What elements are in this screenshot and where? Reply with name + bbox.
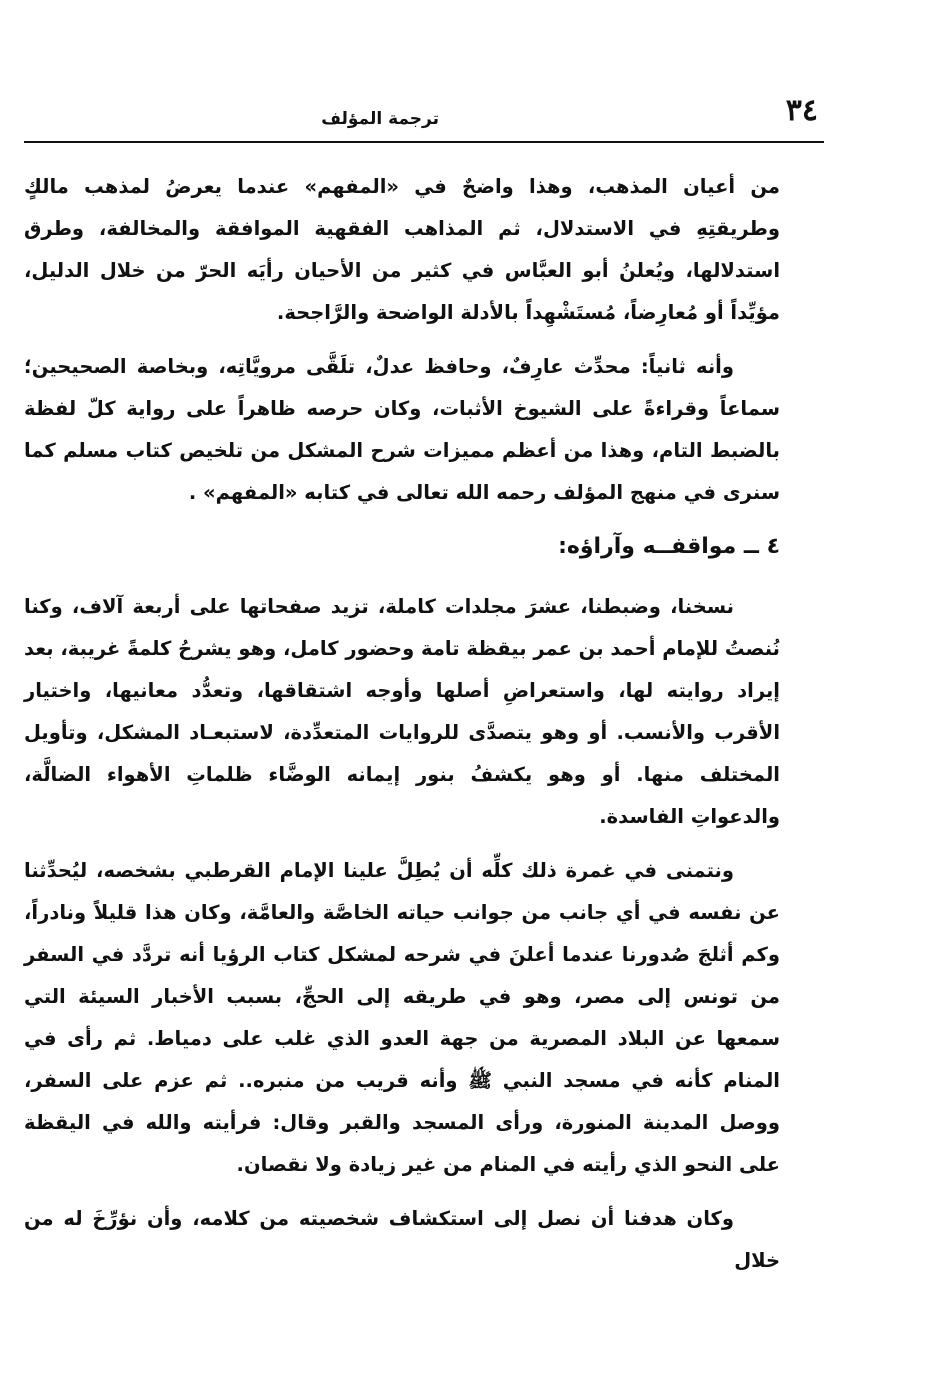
running-title: ترجمة المؤلف bbox=[321, 109, 439, 129]
page-number: ٣٤ bbox=[785, 93, 818, 128]
running-header bbox=[24, 95, 824, 143]
body-text bbox=[24, 166, 780, 1294]
section-heading: ٤ ــ مواقفــه وآراؤه: bbox=[558, 534, 780, 559]
paragraph-4: ونتمنى في غمرة ذلك كلِّه أن يُطِلَّ علينا الإمام القرطبي بشخصه، ليُحدِّثنا عن نفسه في أي جانب من جوانب حياته الخاصَّة والعامَّة، وكان هذا قليلاً ونادراً، وكم أثلجَ صُدورنا عندما أعلنَ في شرحه لمشكل كتاب الرؤيا أنه تردَّد في السفر من تونس إلى مصر، وهو في طريقه إلى الحجِّ، بسبب الأخبار السيئة التي سمعها عن البلاد المصرية من جهة العدو الذي غلب على دمياط. ثم رأى في المنام كأنه في مسجد النبي ﷺ وأنه قريب من منبره.. ثم عزم على السفر، ووصل المدينة المنورة، ورأى المسجد والقبر وقال: فرأيته والله في اليقظة على النحو الذي رأيته في المنام من غير زيادة ولا نقصان. bbox=[24, 859, 780, 1176]
paragraph-1: من أعيان المذهب، وهذا واضحٌ في «المفهم» عندما يعرضُ لمذهب مالكٍ وطريقتِهِ في الاستدلال، ثم المذاهب الفقهية الموافقة والمخالفة، وطرق استدلالها، ويُعلنُ أبو العبَّاس في كثير من الأحيان رأيَه الحرّ من خلال الدليل، مؤيِّداً أو مُعارِضاً، مُستَشْهِداً بالأدلة الواضحة والرَّاجحة. bbox=[24, 175, 780, 324]
paragraph-2: وأنه ثانياً: محدِّث عارِفٌ، وحافظ عدلٌ، تلَقَّى مرويَّاتِه، وبخاصة الصحيحين؛ سماعاً وقراءةً على الشيوخ الأثبات، وكان حرصه ظاهراً على رواية كلّ لفظة بالضبط التام، وهذا من أعظم مميزات شرح المشكل من تلخيص كتاب مسلم كما سنرى في منهج المؤلف رحمه الله تعالى في كتابه «المفهم» . bbox=[24, 355, 780, 504]
paragraph-3: نسخنا، وضبطنا، عشرَ مجلدات كاملة، تزيد صفحاتها على أربعة آلاف، وكنا نُنصتُ للإمام أحمد بن عمر بيقظة تامة وحضور كامل، وهو يشرحُ كلمةً غريبة، بعد إيراد روايته لها، واستعراضِ أصلها وأوجه اشتقاقها، وتعدُّد معانيها، واختيار الأقرب والأنسب. أو وهو يتصدَّى للروايات المتعدِّدة، لاستبعـاد المشكل، وتأويل المختلف منها. أو وهو يكشفُ بنور إيمانه الوضَّاء ظلماتِ الأهواء الضالَّة، والدعواتِ الفاسدة. bbox=[24, 595, 780, 828]
paragraph-5: وكان هدفنا أن نصل إلى استكشاف شخصيته من كلامه، وأن نؤرِّخَ له من خلال bbox=[24, 1207, 780, 1272]
